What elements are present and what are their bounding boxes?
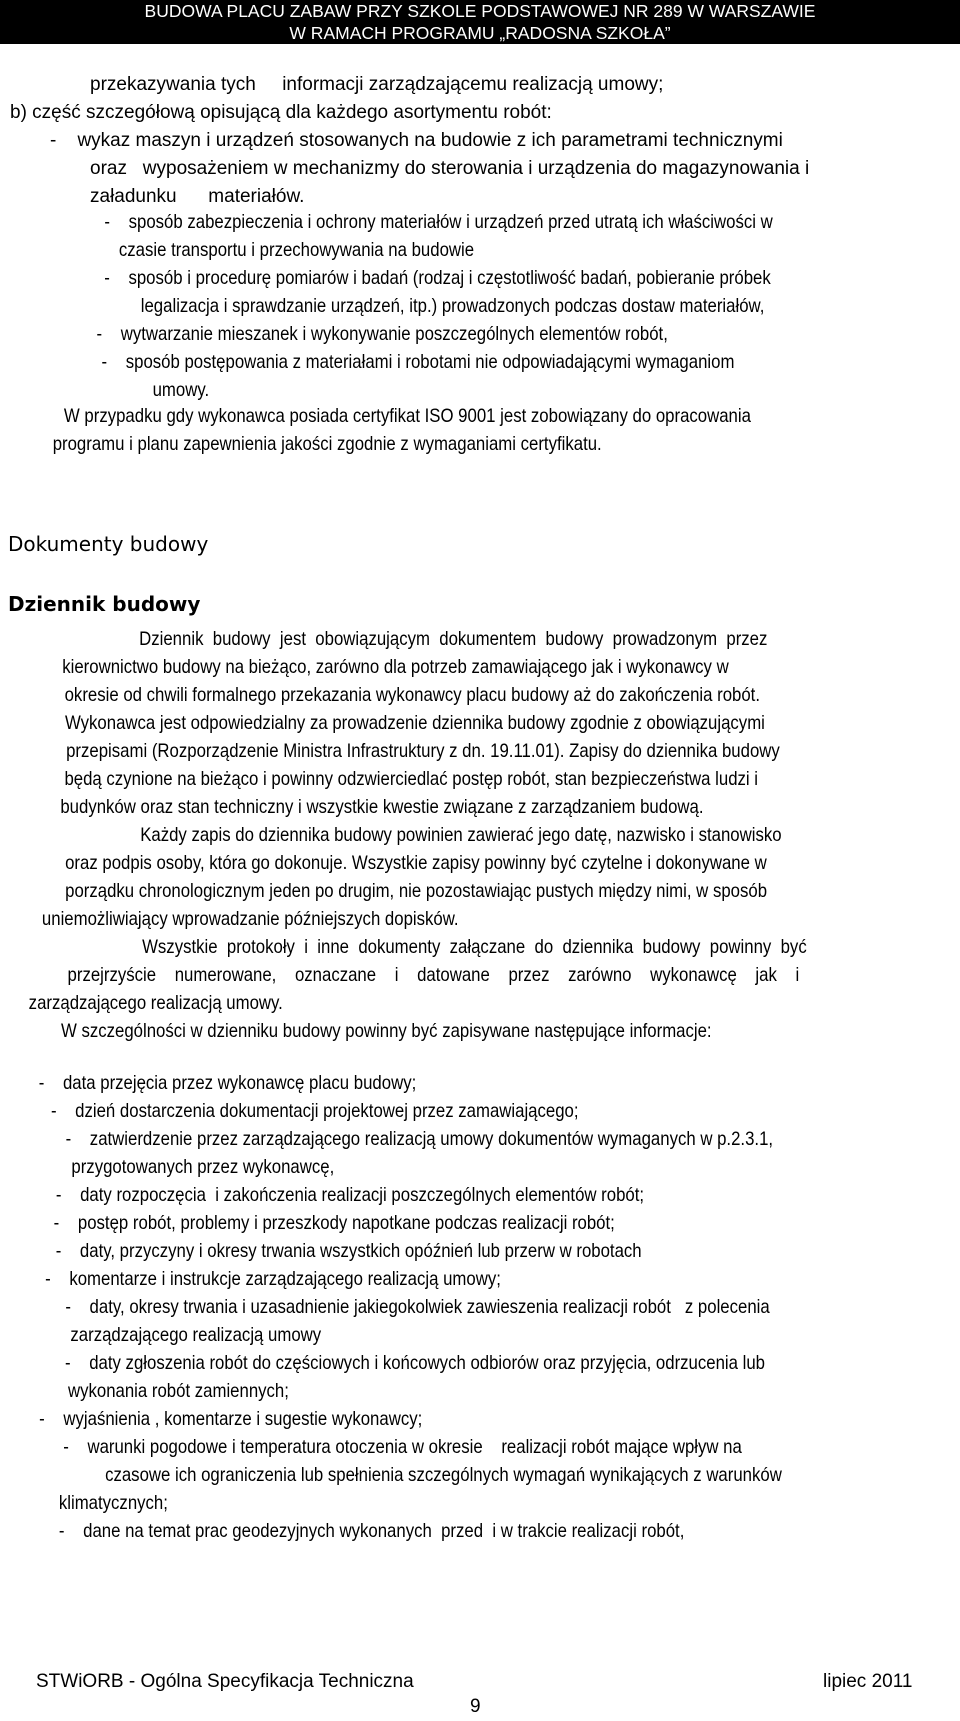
list-item: - daty, przyczyny i okresy trwania wszystkich opóźnień lub przerw w robotach: [55, 1240, 642, 1262]
footer-date: lipiec 2011: [823, 1671, 913, 1692]
text-line: załadunku materiałów.: [90, 186, 305, 207]
text-line: programu i planu zapewnienia jakości zgodnie z wymaganiami certyfikatu.: [52, 433, 602, 455]
list-item: - wyjaśnienia , komentarze i sugestie wykonawcy;: [39, 1408, 423, 1430]
text-line: legalizacja i sprawdzanie urządzeń, itp.) prowadzonych podczas dostaw materiałów,: [140, 295, 765, 317]
paragraph-line: W szczególności w dzienniku budowy powinny być zapisywane następujące informacje:: [60, 1020, 712, 1042]
text-line: oraz wyposażeniem w mechanizmy do sterowania i urządzenia do magazynowania i: [90, 158, 810, 179]
list-item: - postęp robót, problemy i przeszkody napotkane podczas realizacji robót;: [53, 1212, 615, 1234]
paragraph-line: uniemożliwiający wprowadzanie późniejszych dopisków.: [41, 908, 459, 930]
text-line: czasie transportu i przechowywania na budowie: [118, 239, 475, 261]
page-number: 9: [470, 1696, 481, 1717]
paragraph-line: budynków oraz stan techniczny i wszystkie kwestie związane z zarządzaniem budową.: [60, 796, 704, 818]
list-item: - zatwierdzenie przez zarządzającego realizacją umowy dokumentów wymaganych w p.2.3.1,: [65, 1128, 774, 1150]
text-line: przekazywania tych informacji zarządzającemu realizacją umowy;: [90, 74, 664, 95]
text-line: b) część szczegółową opisującą dla każdego asortymentu robót:: [10, 102, 552, 123]
footer-doc-title: STWiORB - Ogólna Specyfikacja Techniczna: [36, 1671, 414, 1692]
paragraph-line: kierownictwo budowy na bieżąco, zarówno dla potrzeb zamawiającego jak i wykonawcy w: [62, 656, 729, 678]
list-item-continuation: przygotowanych przez wykonawcę,: [71, 1156, 335, 1178]
list-item: - sposób postępowania z materiałami i robotami nie odpowiadającymi wymaganiom: [101, 351, 735, 373]
list-item: - wykaz maszyn i urządzeń stosowanych na budowie z ich parametrami technicznymi: [50, 130, 783, 151]
list-item: - daty zgłoszenia robót do częściowych i końcowych odbiorów oraz przyjęcia, odrzucenia lub: [64, 1352, 766, 1374]
page-header: [0, 0, 960, 44]
list-item-continuation: czasowe ich ograniczenia lub spełnienia szczególnych wymagań wynikających z warunków: [105, 1464, 782, 1486]
paragraph-line: okresie od chwili formalnego przekazania wykonawcy placu budowy aż do zakończenia robót.: [64, 684, 761, 706]
paragraph-line: Dziennik budowy jest obowiązującym dokumentem budowy prowadzonym przez: [139, 628, 768, 650]
paragraph-line: porządku chronologicznym jeden po drugim, nie pozostawiając pustych między nimi, w sposób: [65, 880, 768, 902]
paragraph-line: zarządzającego realizacją umowy.: [28, 992, 283, 1014]
list-item: - komentarze i instrukcje zarządzającego realizacją umowy;: [45, 1268, 501, 1290]
list-item-continuation: klimatycznych;: [58, 1492, 168, 1514]
list-item: - sposób i procedurę pomiarów i badań (rodzaj i częstotliwość badań, pobieranie próbek: [104, 267, 771, 289]
list-item: - dzień dostarczenia dokumentacji projektowej przez zamawiającego;: [50, 1100, 579, 1122]
list-item: - sposób zabezpieczenia i ochrony materiałów i urządzeń przed utratą ich właściwości w: [104, 211, 773, 233]
text-line: umowy.: [152, 379, 210, 401]
paragraph-line: Każdy zapis do dziennika budowy powinien zawierać jego datę, nazwisko i stanowisko: [140, 824, 782, 846]
list-item-continuation: wykonania robót zamiennych;: [67, 1380, 289, 1402]
paragraph-line: Wykonawca jest odpowiedzialny za prowadzenie dziennika budowy zgodnie z obowiązującymi: [64, 712, 765, 734]
list-item: - wytwarzanie mieszanek i wykonywanie poszczególnych elementów robót,: [96, 323, 668, 345]
header-title-line2: W RAMACH PROGRAMU „RADOSNA SZKOŁA”: [289, 23, 671, 43]
paragraph-line: przepisami (Rozporządzenie Ministra Infrastruktury z dn. 19.11.01). Zapisy do dziennika budowy: [66, 740, 780, 762]
paragraph-line: Wszystkie protokoły i inne dokumenty załączane do dziennika budowy powinny być: [142, 936, 807, 958]
list-item: - dane na temat prac geodezyjnych wykonanych przed i w trakcie realizacji robót,: [58, 1520, 685, 1542]
subsection-heading: Dziennik budowy: [8, 592, 201, 616]
list-item: - warunki pogodowe i temperatura otoczenia w okresie realizacji robót mające wpływ na: [63, 1436, 742, 1458]
list-item: - data przejęcia przez wykonawcę placu budowy;: [38, 1072, 417, 1094]
header-title-line1: BUDOWA PLACU ZABAW PRZY SZKOLE PODSTAWOWEJ NR 289 W WARSZAWIE: [144, 1, 816, 21]
list-item-continuation: zarządzającego realizacją umowy: [70, 1324, 322, 1346]
section-heading: Dokumenty budowy: [8, 532, 209, 556]
list-item: - daty rozpoczęcia i zakończenia realizacji poszczególnych elementów robót;: [55, 1184, 645, 1206]
paragraph-line: oraz podpis osoby, która go dokonuje. Wszystkie zapisy powinny być czytelne i dokonywane w: [65, 852, 767, 874]
text-line: W przypadku gdy wykonawca posiada certyfikat ISO 9001 jest zobowiązany do opracowania: [63, 405, 751, 427]
list-item: - daty, okresy trwania i uzasadnienie jakiegokolwiek zawieszenia realizacji robót z polecenia: [65, 1296, 770, 1318]
paragraph-line: będą czynione na bieżąco i powinny odzwierciedlać postęp robót, stan bezpieczeństwa ludzi i: [64, 768, 759, 790]
paragraph-line: przejrzyście numerowane, oznaczane i datowane przez zarówno wykonawcę jak i: [67, 964, 800, 986]
